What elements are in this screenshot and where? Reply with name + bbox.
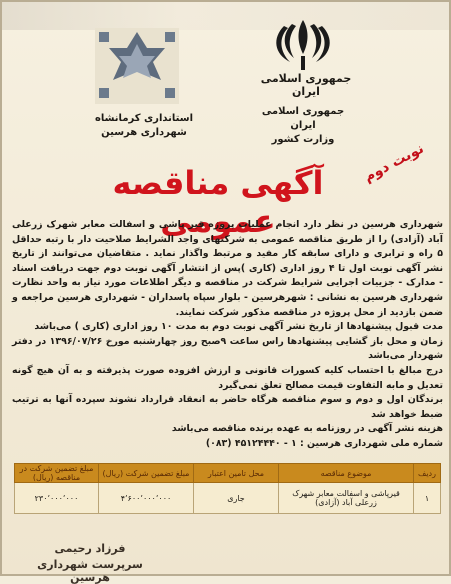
org-left-line-2: شهرداری هرسین [101, 127, 187, 138]
paragraph-intro: شهرداری هرسین در نظر دارد انجام عملیات پروژه قیر پاشی و اسفالت معابر شهرک زرعلی آباد (آزادی) را از طریق مناقصه عمومی به شرکتهای واجد الشرایط صلاحیت دار با رتبه حداقل ۵ راه و ترابری و دارای سابقه کار مفید و مرتبط واگذار نماید . متقاضیان می‌توانند از تاریخ نشر آگهی نوبت اول تا ۴ روز اداری (کاری )پس از انتشار آگهی نوبت دوم جهت دریافت اسناد - مدارک - جزییات اجرایی شرایط شرکت در مناقصه و دیگر اطلاعات مورد نیاز به واحد نظارت شهرداری هرسین به نشانی : شهرهرسین - بلوار سپاه پاسداران - شهرداری هرسین مراجعه و ضمن بازدید از محل پروژه در مناقصه مذکور شرکت نمایند. [12, 219, 443, 318]
table-row [15, 483, 441, 514]
org-right-line-2: وزارت کشور [271, 134, 335, 145]
scan-shadow [2, 2, 449, 30]
municipality-title [90, 112, 198, 140]
cell-tender-guarantee: ۲۳۰٬۰۰۰٬۰۰۰ [15, 483, 99, 514]
col-guarantee: مبلغ تضمین شرکت (ریال) [99, 464, 194, 483]
tender-table [14, 463, 441, 514]
page-title: آگهی مناقصه عمومی [112, 164, 324, 240]
signatory-title: سرپرست شهرداری هرسین [37, 558, 143, 584]
paragraph-opening: زمان و محل باز گشایی پیشنهادها راس ساعت ۹صبح روز چهارشنبه مورخ ۱۳۹۶/۰۷/۲۶ در دفتر شهردار می‌باشد [12, 335, 443, 362]
phone-line: شماره ملی شهرداری هرسین : ۱ - ۴۵۱۲۴۴۴۰ (۰۸۳) [205, 437, 443, 449]
org-right-line-1: جمهوری اسلامی ایران [261, 106, 345, 131]
emblem-caption: جمهوری اسلامی ایران [260, 72, 352, 98]
paragraph-deadline: مدت قبول پیشنهادها از تاریخ نشر آگهی نوبت دوم به مدت ۱۰ روز اداری (کاری ) می‌باشد [34, 321, 443, 333]
table-header-row [15, 464, 441, 483]
col-subject: موضوع مناقصه [279, 464, 414, 483]
col-funding: محل تامین اعتبار [194, 464, 279, 483]
cell-funding: جاری [194, 483, 279, 514]
cell-subject: قیرپاشی و اسفالت معابر شهرک زرعلی آباد (آزادی) [279, 483, 414, 514]
ministry-title [248, 105, 358, 147]
paragraph-pricing: درج مبالغ با احتساب کلیه کسورات قانونی و ارزش افزوده صورت پذیرفته و به آن هیچ گونه تعدیل و مابه التفاوت قیمت مصالح تعلق نمی‌گیرد [12, 364, 443, 391]
col-tender-guarantee: مبلغ تضمین شرکت در مناقصه (ریال) [15, 464, 99, 483]
cell-guarantee: ۴٬۶۰۰٬۰۰۰٬۰۰۰ [99, 483, 194, 514]
announcement-body [12, 218, 443, 452]
cell-row-number: ۱ [414, 483, 441, 514]
iran-emblem-icon [270, 16, 336, 76]
paragraph-winners: برندگان اول و دوم و سوم مناقصه هرگاه حاضر به انعقاد قرارداد نشوند سپرده آنها به ترتیب ضبط خواهد شد [12, 394, 443, 420]
signatory-name: فرزاد رحیمی [54, 542, 126, 555]
col-row-number: ردیف [414, 464, 441, 483]
municipality-logo-icon [95, 28, 179, 104]
round-label: نوبت دوم [361, 140, 427, 186]
org-left-line-1: استانداری کرمانشاه [94, 113, 194, 124]
paragraph-cost: هزینه نشر آگهی در روزنامه به عهده برنده مناقصه می‌باشد [171, 423, 443, 435]
